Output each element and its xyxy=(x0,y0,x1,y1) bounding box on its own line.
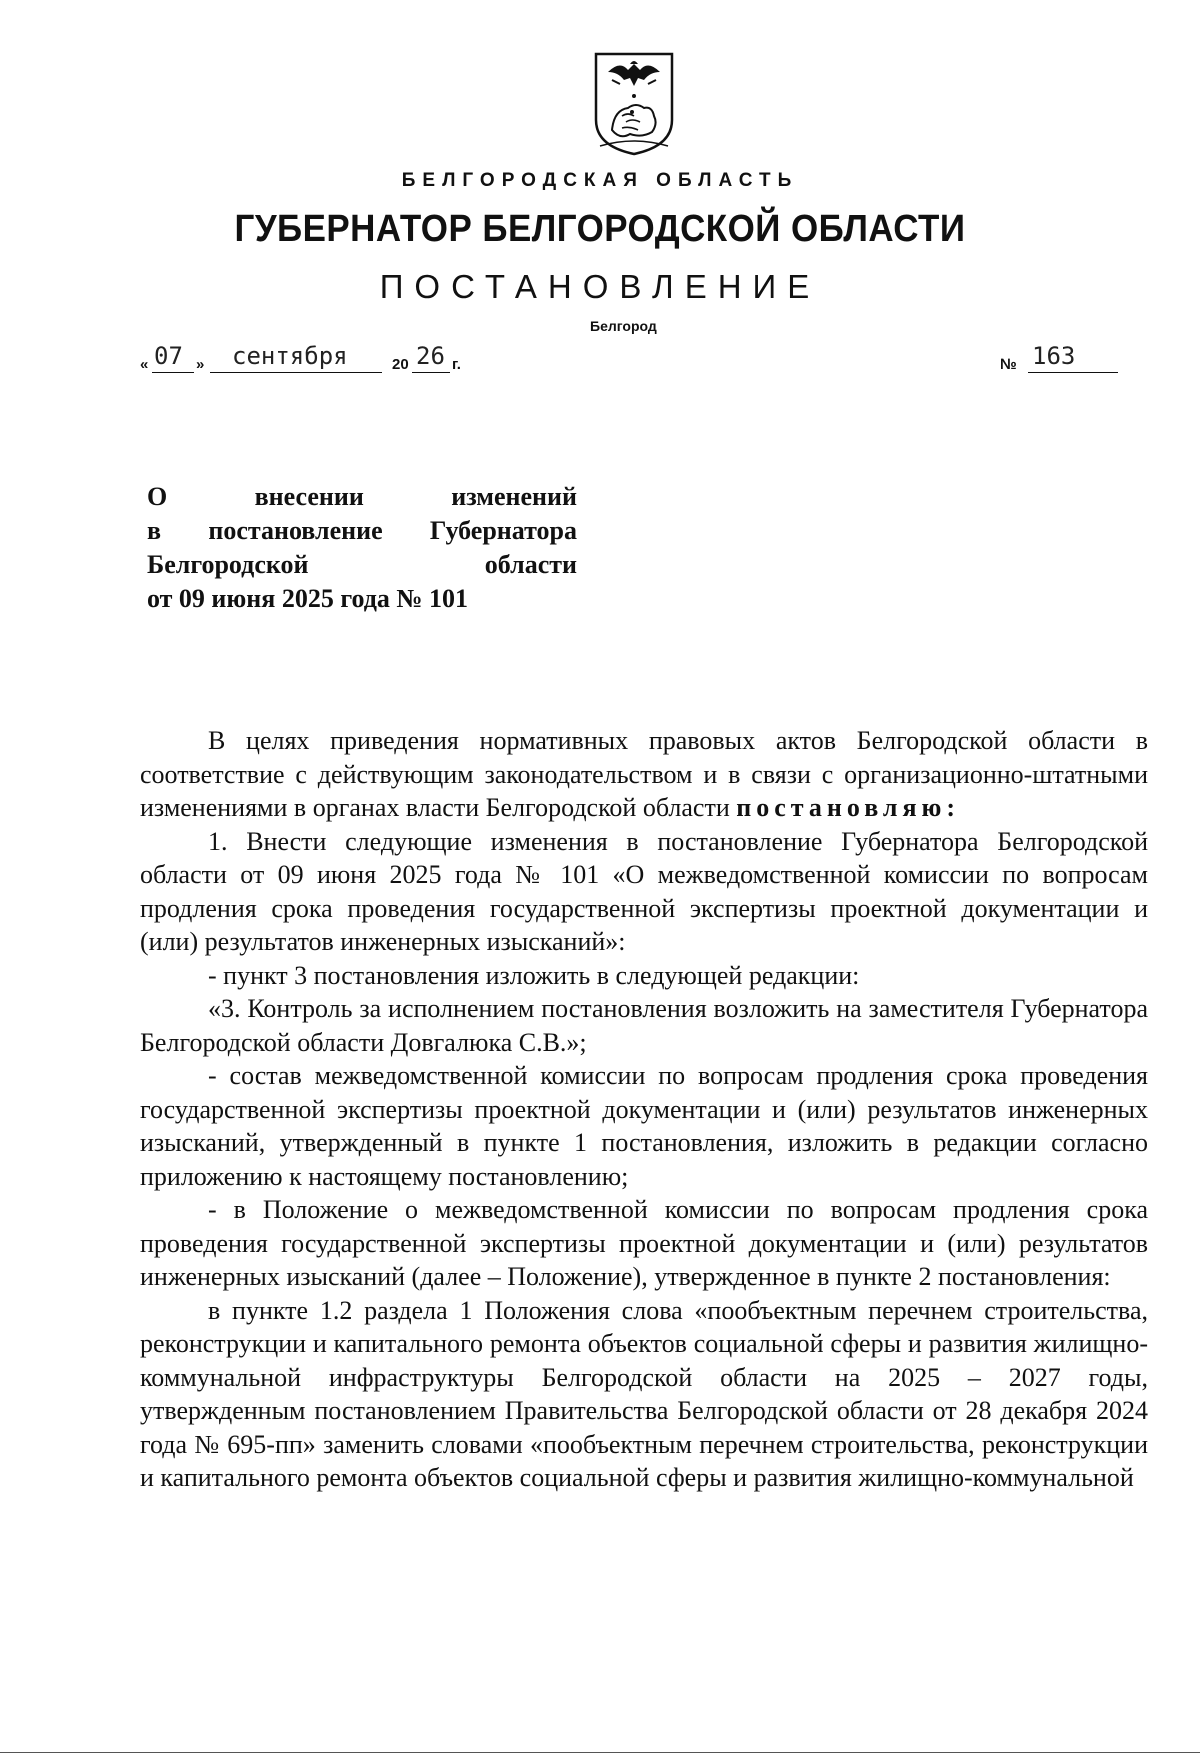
date-century: 20 xyxy=(392,356,409,373)
preamble-paragraph xyxy=(140,724,1148,825)
region-title: БЕЛГОРОДСКАЯ ОБЛАСТЬ xyxy=(401,170,799,191)
date-quote-close: » xyxy=(196,356,205,373)
decree-word: постановляю: xyxy=(736,793,961,822)
date-quote-open: « xyxy=(140,356,149,373)
document-number xyxy=(1000,342,1120,376)
clause-paragraph: в пункте 1.2 раздела 1 Положения слова «пообъектным перечнем строительства, реконструкции и капитального ремонта объектов социальной сферы и развития жилищно-коммунальной инфраструктуры Белгородской области на 2025 – 2027 годы, утвержденным постановлением Правительства Белгородской области от 28 декабря 2024 года № 695-пп» заменить словами «пообъектным перечнем строительства, реконструкции и капитального ремонта объектов социальной сферы и развития жилищно-коммунальной xyxy=(140,1295,1148,1492)
date-year: 26 xyxy=(416,342,445,370)
document-body xyxy=(140,724,1148,1495)
date-day: 07 xyxy=(154,342,183,370)
date-month: сентября xyxy=(232,342,348,370)
item-1-paragraph: 1. Внести следующие изменения в постановление Губернатора Белгородской области от 09 июня 2025 года № 101 «О межведомственной комиссии по вопросам продления срока проведения государственной экспертизы проектной документации и (или) результатов инженерных изысканий»: xyxy=(140,826,1148,956)
preamble-text: В целях приведения нормативных правовых актов Белгородской области в соответствие с действующим законодательством и в связи с организационно-штатными изменениями в органах власти Белгородской области xyxy=(140,726,1148,822)
subject-line: от 09 июня 2025 года № 101 xyxy=(147,584,469,613)
document-subject xyxy=(147,480,577,616)
number-prefix: № xyxy=(1000,356,1017,373)
date-day-underline xyxy=(152,372,194,373)
subject-line: в постановление Губернатора xyxy=(147,516,577,545)
subitem-paragraph: - в Положение о межведомственной комиссии по вопросам продления срока проведения государственной экспертизы проектной документации и (или) результатов инженерных изысканий (далее – Положение), утвержденное в пункте 2 постановления: xyxy=(140,1195,1148,1291)
date-year-underline xyxy=(412,372,450,373)
city-label: Белгород xyxy=(590,318,657,334)
authority-title: ГУБЕРНАТОР БЕЛГОРОДСКОЙ ОБЛАСТИ xyxy=(234,208,966,250)
subitem-paragraph: - состав межведомственной комиссии по вопросам продления срока проведения государственной экспертизы проектной документации и (или) результатов инженерных изысканий, утвержденный в пункте 1 постановления, изложить в редакции согласно приложению к настоящему постановлению; xyxy=(140,1061,1148,1191)
number-value: 163 xyxy=(1032,342,1076,370)
subject-line: Белгородской области xyxy=(147,550,577,579)
quote-paragraph: «3. Контроль за исполнением постановления возложить на заместителя Губернатора Белгородской области Довгалюка С.В.»; xyxy=(140,994,1148,1057)
subitem-paragraph: - пункт 3 постановления изложить в следующей редакции: xyxy=(208,960,860,990)
date-month-underline xyxy=(210,372,382,373)
number-underline xyxy=(1028,372,1118,373)
page-bottom-edge xyxy=(0,1752,1200,1753)
coat-of-arms-icon xyxy=(592,50,676,158)
date-suffix: г. xyxy=(452,356,461,373)
document-type-title: ПОСТАНОВЛЕНИЕ xyxy=(379,268,821,305)
subject-line: О внесении изменений xyxy=(147,482,577,511)
